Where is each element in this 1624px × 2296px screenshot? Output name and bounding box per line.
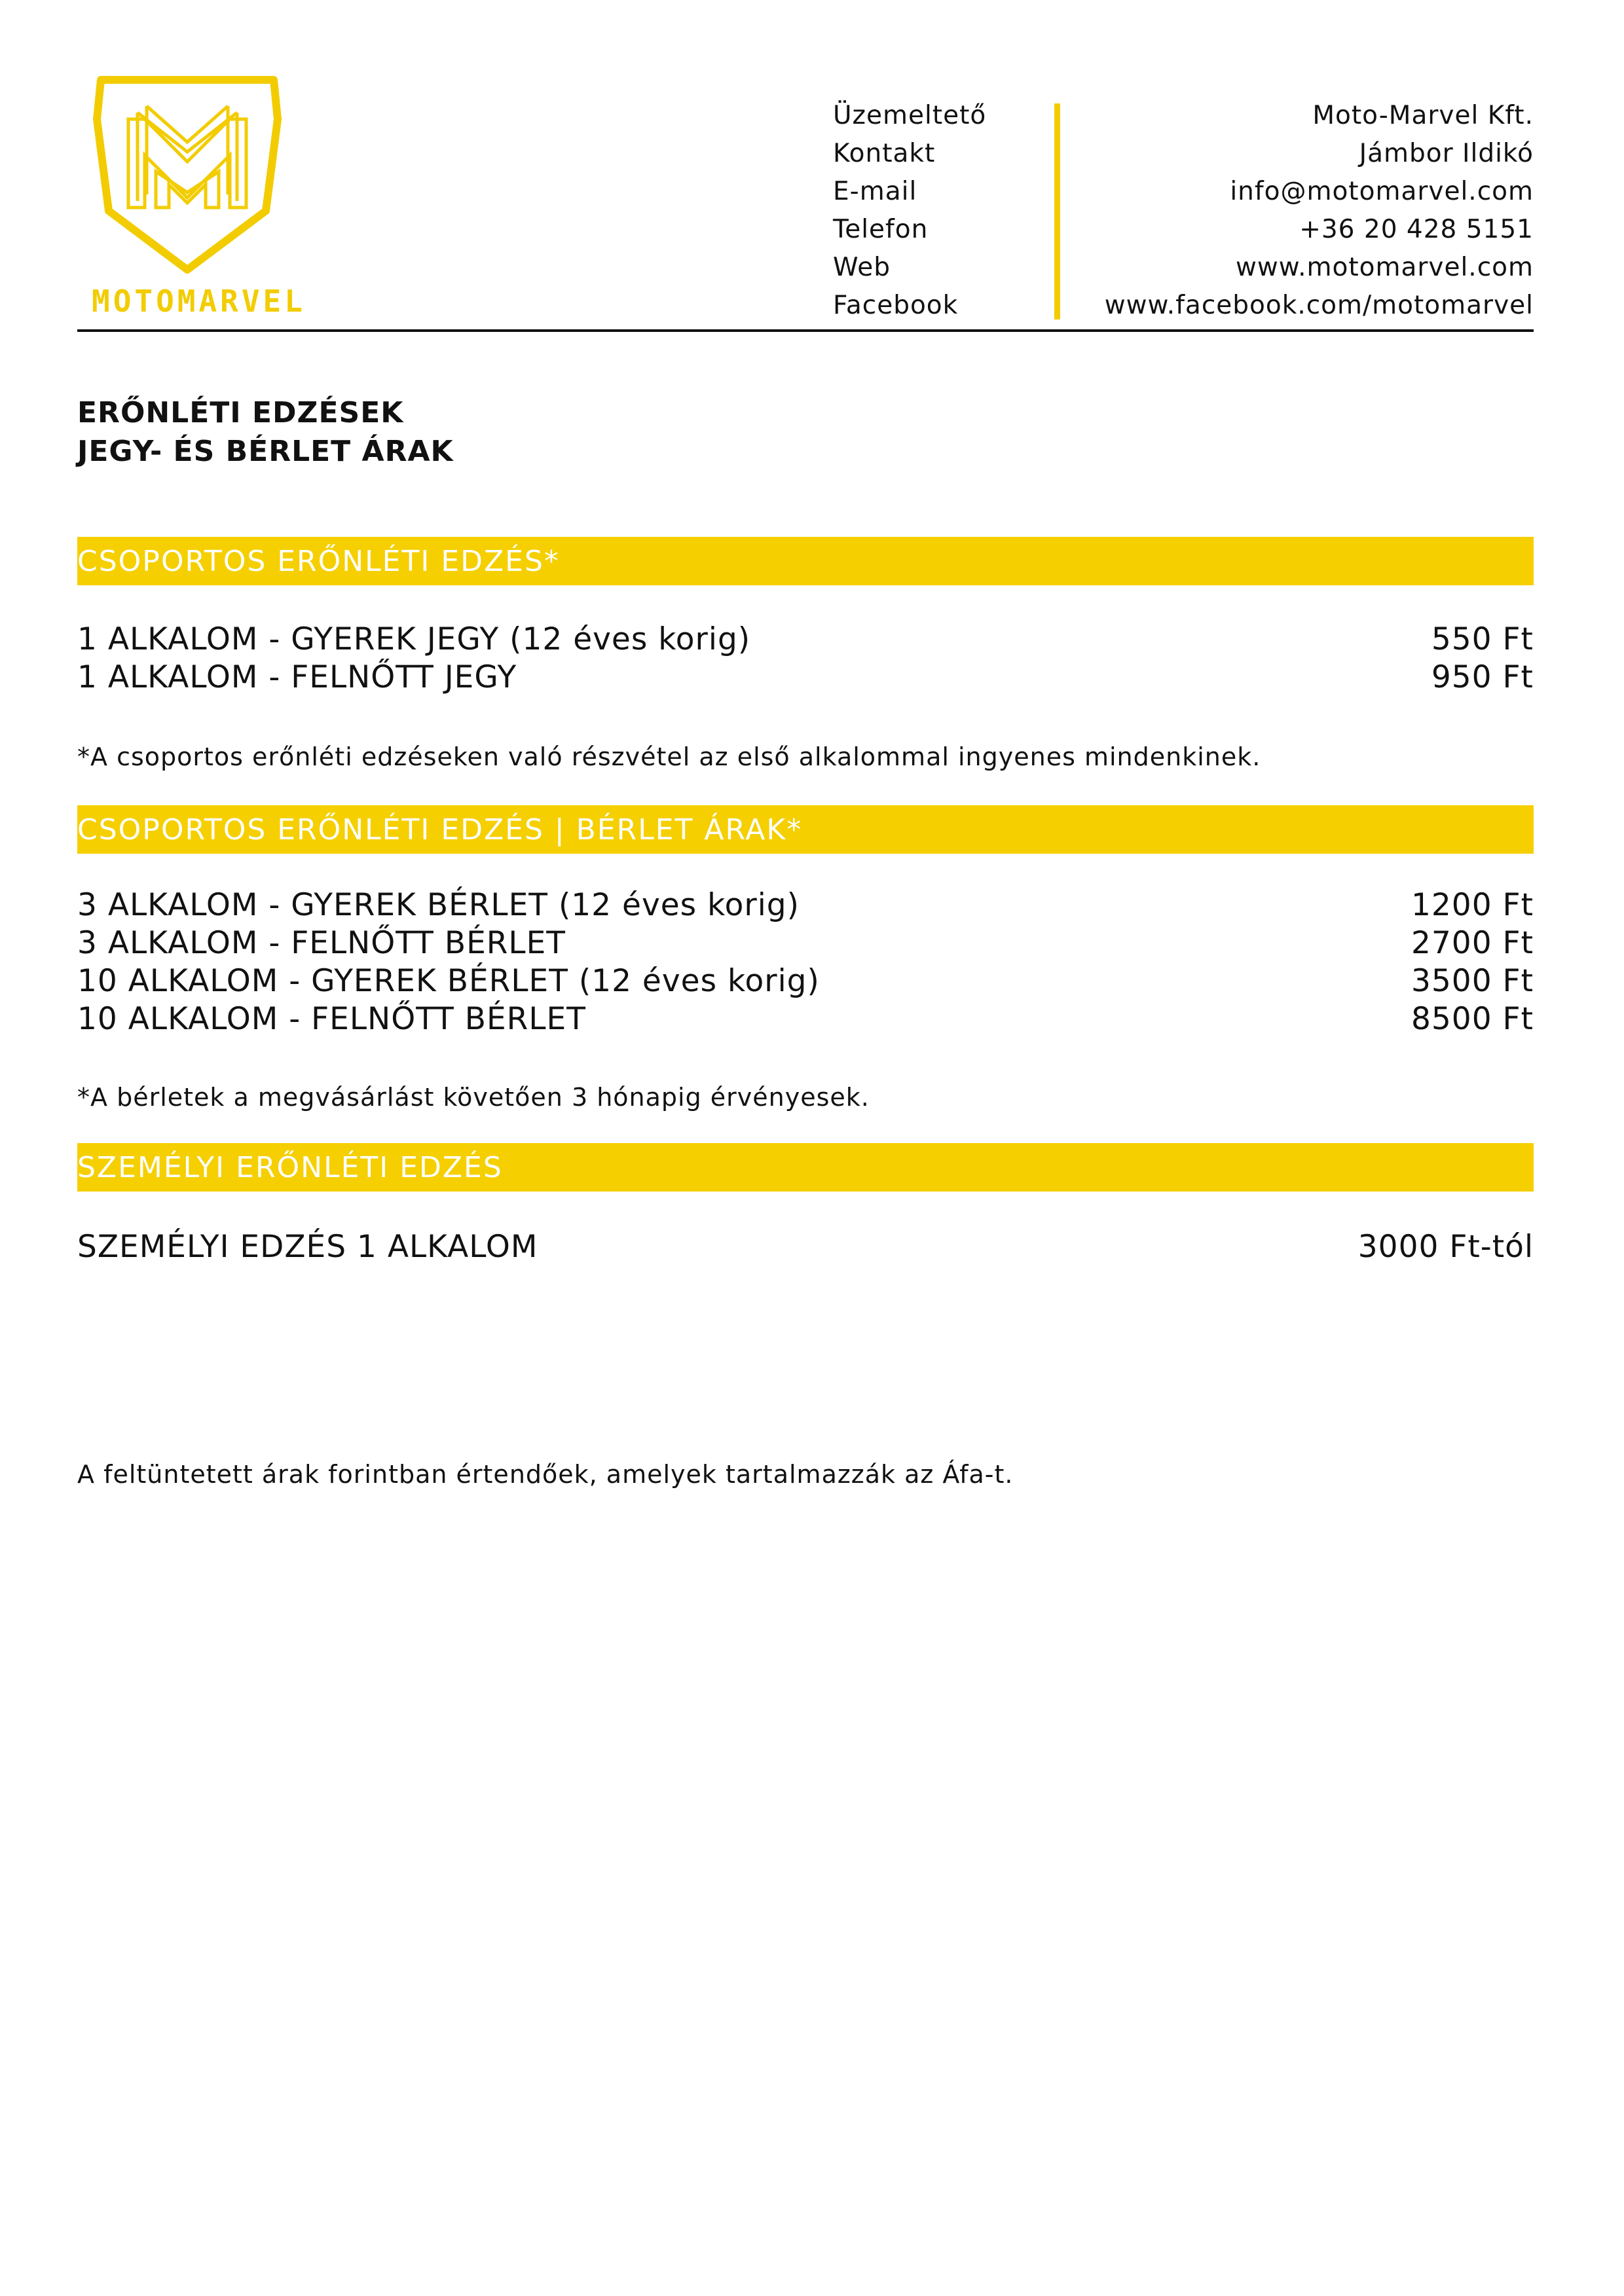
header-divider	[77, 329, 1534, 332]
contact-label-email: E-mail	[833, 177, 917, 206]
price-row-name: 3 ALKALOM - FELNŐTT BÉRLET	[77, 925, 566, 961]
section-heading-group-training: CSOPORTOS ERŐNLÉTI EDZÉS*	[77, 537, 1534, 585]
price-row-value: 3500 Ft	[1411, 963, 1534, 999]
contact-divider	[1054, 103, 1060, 319]
price-row-value: 2700 Ft	[1411, 925, 1534, 961]
price-row-name: 10 ALKALOM - FELNŐTT BÉRLET	[77, 1001, 586, 1037]
price-row-value: 550 Ft	[1431, 621, 1534, 657]
contact-label-contact: Kontakt	[833, 139, 936, 168]
contact-label-web: Web	[833, 253, 891, 282]
motomarvel-logo	[89, 73, 286, 283]
price-row-value: 3000 Ft-tól	[1357, 1229, 1534, 1265]
price-row-name: 10 ALKALOM - GYEREK BÉRLET (12 éves korig)	[77, 963, 820, 999]
contact-value-operator: Moto-Marvel Kft.	[1312, 101, 1534, 130]
contact-value-email[interactable]: info@motomarvel.com	[1230, 177, 1534, 206]
contact-value-web[interactable]: www.motomarvel.com	[1235, 253, 1534, 282]
contact-value-phone[interactable]: +36 20 428 5151	[1299, 215, 1534, 244]
contact-label-phone: Telefon	[833, 215, 929, 244]
contact-label-facebook: Facebook	[833, 291, 959, 320]
logo-shield-icon	[89, 73, 286, 283]
page-title-line1: ERŐNLÉTI EDZÉSEK	[77, 396, 404, 429]
price-row-value: 950 Ft	[1431, 659, 1534, 695]
footer-note: A feltüntetett árak forintban értendőek, amelyek tartalmazzák az Áfa-t.	[77, 1460, 1014, 1489]
section-note: *A bérletek a megvásárlást követően 3 hónapig érvényesek.	[77, 1083, 870, 1112]
contact-label-operator: Üzemeltető	[833, 101, 987, 130]
price-row-name: 3 ALKALOM - GYEREK BÉRLET (12 éves korig)	[77, 887, 800, 923]
page-title-line2: JEGY- ÉS BÉRLET ÁRAK	[77, 435, 454, 468]
logo-wordmark: MOTOMARVEL	[92, 283, 306, 319]
price-row-name: 1 ALKALOM - FELNŐTT JEGY	[77, 659, 517, 695]
price-row-value: 1200 Ft	[1411, 887, 1534, 923]
price-row-name: SZEMÉLYI EDZÉS 1 ALKALOM	[77, 1229, 538, 1265]
section-heading-personal-training: SZEMÉLYI ERŐNLÉTI EDZÉS	[77, 1143, 1534, 1192]
contact-value-facebook[interactable]: www.facebook.com/motomarvel	[1104, 291, 1534, 320]
contact-value-contact: Jámbor Ildikó	[1359, 139, 1534, 168]
section-heading-group-pass: CSOPORTOS ERŐNLÉTI EDZÉS | BÉRLET ÁRAK*	[77, 805, 1534, 854]
section-note: *A csoportos erőnléti edzéseken való részvétel az első alkalommal ingyenes mindenkinek.	[77, 742, 1261, 771]
price-row-value: 8500 Ft	[1411, 1001, 1534, 1037]
price-row-name: 1 ALKALOM - GYEREK JEGY (12 éves korig)	[77, 621, 751, 657]
